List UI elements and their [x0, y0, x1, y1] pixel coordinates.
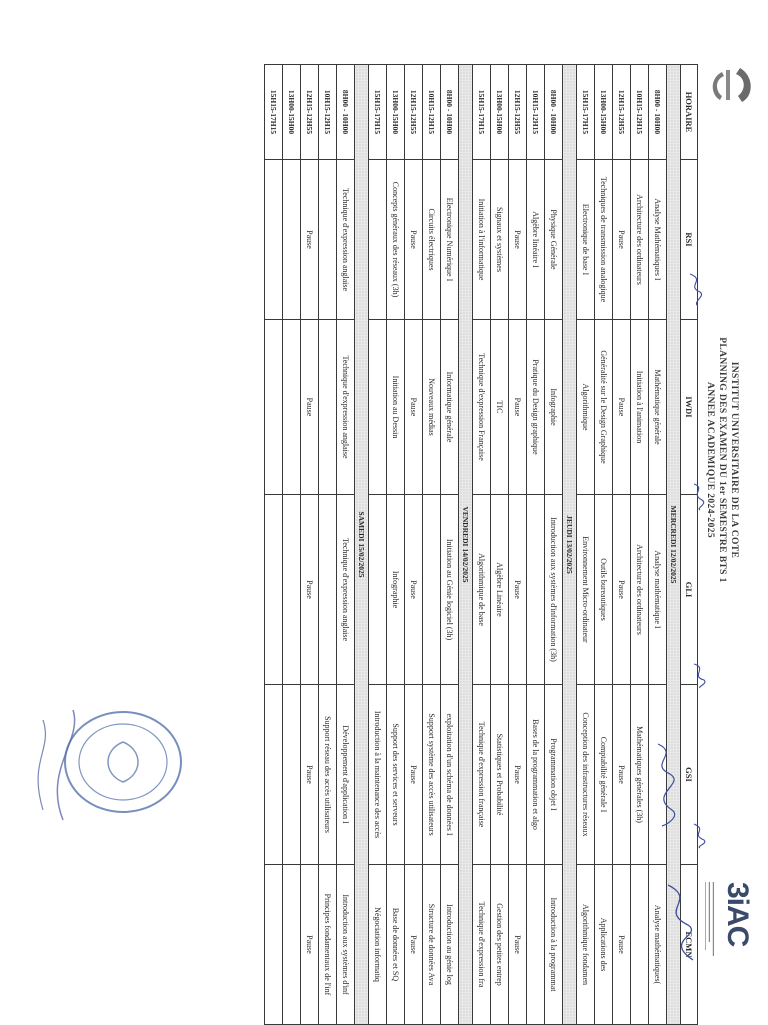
table-row [369, 65, 387, 1025]
cell-ecmn: Analyse mathématiques( [649, 865, 667, 1025]
table-row [509, 65, 527, 1025]
time-slot: 8H00 - 10H00 [441, 65, 459, 160]
time-slot: 13H00-15H00 [387, 65, 405, 160]
cell-gli [265, 495, 283, 685]
cell-rsi: Electronique de base I [577, 160, 595, 320]
day-separator-row [667, 65, 681, 1025]
day-separator-row [355, 65, 369, 1025]
cell-gli [283, 495, 301, 685]
cell-gsi [265, 685, 283, 865]
cell-ecmn: Introduction aux systèmes d'inf [337, 865, 355, 1025]
cell-gsi: Statistiques et Probabilité [491, 685, 509, 865]
cell-rsi: Signaux et systèmes [491, 160, 509, 320]
cell-gsi: Développement d'application I [337, 685, 355, 865]
time-slot: 12H15-12H55 [405, 65, 423, 160]
table-row [491, 65, 509, 1025]
cell-gsi: Programmation objet I [545, 685, 563, 865]
cell-gli: Environnement Micro-ordinateur [577, 495, 595, 685]
cell-iwdi [265, 320, 283, 495]
cell-gsi: Support des services et serveurs [387, 685, 405, 865]
cell-gsi: Pause [509, 685, 527, 865]
document-title: PLANNING DES EXAMEN DU 1er SEMESTRE BTS 1 [717, 337, 727, 583]
column-header-gli: GLI [681, 495, 698, 685]
cell-iwdi: Généralité sur le Design Graphique [595, 320, 613, 495]
cell-gli: Analyse mathématique I [649, 495, 667, 685]
cell-ecmn: Technique d'expression fra [473, 865, 491, 1025]
cell-rsi: Concepts généraux des réseaux (3h) [387, 160, 405, 320]
cell-gsi: Conception des infrastructures réseaux [577, 685, 595, 865]
cell-gli: Initiation au Génie logiciel (3h) [441, 495, 459, 685]
cell-iwdi: Pause [405, 320, 423, 495]
cell-ecmn [283, 865, 301, 1025]
cell-gsi [649, 685, 667, 865]
cell-rsi: Pause [301, 160, 319, 320]
time-slot: 8H00 - 10H00 [649, 65, 667, 160]
cell-gsi: Bases de la programmation et algo [527, 685, 545, 865]
cell-rsi: Circuits électriques [423, 160, 441, 320]
cell-iwdi: Technique d'expression anglaise [337, 320, 355, 495]
table-row [283, 65, 301, 1025]
cell-ecmn: Introduction au génie log [441, 865, 459, 1025]
day-separator-row [563, 65, 577, 1025]
cell-iwdi: Infographie [545, 320, 563, 495]
table-row [613, 65, 631, 1025]
cell-ecmn: Gestion des petites entrep [491, 865, 509, 1025]
cell-iwdi: Nouveaux médias [423, 320, 441, 495]
cell-gsi: Comptabilité générale I [595, 685, 613, 865]
column-header-rsi: RSI [681, 160, 698, 320]
cell-gsi: exploitation d'un schéma de données I [441, 685, 459, 865]
cell-gli: Algorithmique de base [473, 495, 491, 685]
time-slot: 12H15-12H55 [301, 65, 319, 160]
cell-gli [423, 495, 441, 685]
institute-name: INSTITUT UNIVERSITAIRE DE LA COTE [729, 361, 739, 559]
cell-ecmn [631, 865, 649, 1025]
table-row [649, 65, 667, 1025]
time-slot: 15H15-17H15 [369, 65, 387, 160]
cell-gli: Algèbre Linéaire [491, 495, 509, 685]
time-slot: 10H15-12H15 [423, 65, 441, 160]
cell-gli [369, 495, 387, 685]
cell-iwdi: Technique d'expression Française [473, 320, 491, 495]
time-slot: 13H00-15H00 [595, 65, 613, 160]
time-slot: 12H15-12H55 [509, 65, 527, 160]
cell-rsi: Physique Générale [545, 160, 563, 320]
day-label: SAMEDI 15/02/2025 [355, 65, 369, 1025]
cell-gsi: Introduction à la maintenance des accès [369, 685, 387, 865]
time-slot: 8H00 - 10H00 [545, 65, 563, 160]
academic-year: ANNEE ACADEMIQUE 2024-2025 [705, 381, 715, 539]
time-slot: 8H00 - 10H00 [337, 65, 355, 160]
cell-ecmn: Pause [301, 865, 319, 1025]
cell-ecmn: Algorithmique fondamen [577, 865, 595, 1025]
cell-ecmn: Structure de données Ava [423, 865, 441, 1025]
cell-gli: Outils bureautiques [595, 495, 613, 685]
institute-logo [700, 62, 760, 108]
day-separator-row [459, 65, 473, 1025]
cell-gsi: Support système des accès utilisateurs [423, 685, 441, 865]
cell-gsi [283, 685, 301, 865]
cell-gli [527, 495, 545, 685]
day-label: MERCREDI 12/02/2025 [667, 65, 681, 1025]
cell-iwdi: Pause [613, 320, 631, 495]
official-stamp [23, 700, 193, 830]
cell-gli: Introduction aux systèmes d'information (3h) [545, 495, 563, 685]
time-slot: 10H15-12H15 [631, 65, 649, 160]
table-row [595, 65, 613, 1025]
time-slot: 10H15-12H15 [527, 65, 545, 160]
exam-schedule-table [264, 64, 698, 1025]
cell-ecmn: Principes fondamentaux de l'inf [319, 865, 337, 1025]
cell-ecmn: Pause [405, 865, 423, 1025]
cell-gli: Technique d'expression anglaise [337, 495, 355, 685]
cell-rsi [369, 160, 387, 320]
column-header-gsi: GSI [681, 685, 698, 865]
cell-ecmn [527, 865, 545, 1025]
cell-gsi: Support réseau des accès utilisateurs [319, 685, 337, 865]
cell-gsi: Pause [301, 685, 319, 865]
cell-rsi: Initiation à l'informatique [473, 160, 491, 320]
table-row [387, 65, 405, 1025]
document-header [704, 250, 740, 670]
table-row [319, 65, 337, 1025]
cell-iwdi: Initiation à l'animation [631, 320, 649, 495]
cell-iwdi: Pause [509, 320, 527, 495]
cell-rsi [319, 160, 337, 320]
cell-iwdi: Informatique générale [441, 320, 459, 495]
table-row [441, 65, 459, 1025]
cell-rsi: Technique d'expression anglaise [337, 160, 355, 320]
cell-iwdi [369, 320, 387, 495]
cell-gsi: Pause [613, 685, 631, 865]
column-header-horaire: HORAIRE [681, 65, 698, 160]
time-slot: 15H15-17H15 [473, 65, 491, 160]
table-row [545, 65, 563, 1025]
cell-iwdi: Initiation au Dessin [387, 320, 405, 495]
cell-rsi [283, 160, 301, 320]
column-header-ecmn: ECMN [681, 865, 698, 1025]
day-label: JEUDI 13/02/2025 [563, 65, 577, 1025]
cell-ecmn: Introduction à la programmat [545, 865, 563, 1025]
day-label: VENDREDI 14/02/2025 [459, 65, 473, 1025]
cell-gli: Pause [509, 495, 527, 685]
cell-ecmn: Pause [509, 865, 527, 1025]
table-row [265, 65, 283, 1025]
cell-rsi: Architecture des ordinateurs [631, 160, 649, 320]
table-row [301, 65, 319, 1025]
time-slot: 10H15-12H15 [319, 65, 337, 160]
table-row [423, 65, 441, 1025]
table-row [337, 65, 355, 1025]
cell-iwdi [283, 320, 301, 495]
cell-rsi: Algèbre linéaire I [527, 160, 545, 320]
cell-rsi: Analyse Mathématiques I [649, 160, 667, 320]
table-row [405, 65, 423, 1025]
cell-iwdi: TIC [491, 320, 509, 495]
cell-iwdi: Mathématique générale [649, 320, 667, 495]
table-row [577, 65, 595, 1025]
cell-iwdi: Pratique du Design graphique [527, 320, 545, 495]
column-header-iwdi: IWDI [681, 320, 698, 495]
time-slot: 13H00-15H00 [283, 65, 301, 160]
brand-logo-tagline-graphic [704, 882, 716, 960]
cell-gsi: Technique d'expression française [473, 685, 491, 865]
table-row [631, 65, 649, 1025]
cell-gli: Infographie [387, 495, 405, 685]
table-row [473, 65, 491, 1025]
cell-rsi: Electronique Numérique I [441, 160, 459, 320]
cell-rsi: Pause [405, 160, 423, 320]
cell-gli: Pause [301, 495, 319, 685]
cell-gli: Architecture des ordinateurs [631, 495, 649, 685]
brand-logo [700, 880, 756, 960]
cell-gli [319, 495, 337, 685]
cell-gsi: Mathématiques générales (3h) [631, 685, 649, 865]
time-slot: 15H15-17H15 [577, 65, 595, 160]
table-header-row [681, 65, 698, 1025]
cell-ecmn [265, 865, 283, 1025]
cell-rsi: Techniques de transmission analogique [595, 160, 613, 320]
cell-rsi [265, 160, 283, 320]
cell-iwdi: Algorithmique [577, 320, 595, 495]
cell-gli: Pause [613, 495, 631, 685]
table-row [527, 65, 545, 1025]
cell-gsi: Pause [405, 685, 423, 865]
cell-ecmn: Applications des [595, 865, 613, 1025]
time-slot: 13H00-15H00 [491, 65, 509, 160]
cell-iwdi: Pause [301, 320, 319, 495]
time-slot: 12H15-12H55 [613, 65, 631, 160]
time-slot: 15H15-17H15 [265, 65, 283, 160]
cell-ecmn: Négociation informatiq [369, 865, 387, 1025]
cell-rsi: Pause [509, 160, 527, 320]
cell-gli: Pause [405, 495, 423, 685]
cell-ecmn: Pause [613, 865, 631, 1025]
cell-iwdi [319, 320, 337, 495]
schedule-body [265, 65, 667, 1025]
cell-ecmn: Base de données et SQ [387, 865, 405, 1025]
cell-rsi: Pause [613, 160, 631, 320]
brand-logo-mark: 3iAC [721, 882, 754, 947]
